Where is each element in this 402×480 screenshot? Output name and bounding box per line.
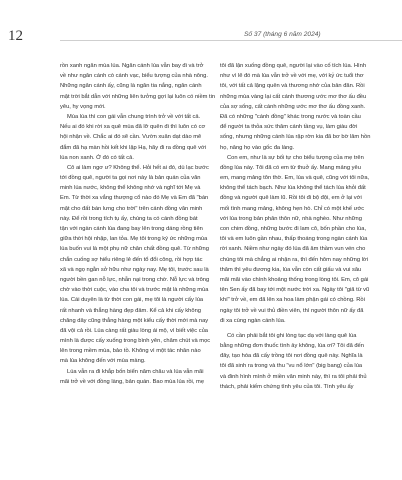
text-line: Em. Từ thời xa vắng thượng cổ nào đó Mẹ và Em đã "bán	[60, 195, 209, 202]
text-line: Con em, như là sự bối tự cho biểu tượng của mẹ trên	[227, 154, 364, 161]
text-line: thăm thì yêu đương kia, lúa vẫn còn cất giấu và vui sâu	[220, 266, 362, 273]
text-line: tới đồng quê, người ta gọi nơi này là bản quán của văn	[60, 175, 201, 182]
text-line: lên trong mềm mùa, bảo tồ. Không vì một tác nhân nào	[60, 348, 201, 355]
text-line: mối tình mang mảng, không hẹn hò. Chỉ có một khế ước	[220, 205, 365, 212]
text-line: tôi đã lận xuống đồng quê, người lại vào cố tích lúa. Hình	[220, 63, 367, 69]
left-column	[60, 61, 216, 387]
text-line: Nếu ai đó khi rời xa quê mùa đã lỡ quên đi thì luôn có cơ	[60, 124, 206, 131]
text-line: đồng và người quê làm lũ. Rồi tôi đi bộ đội, em ở lại với	[220, 195, 362, 202]
text-line: con chim đồng, những bước đi lam cô, bốn phần cho lúa,	[220, 226, 367, 232]
text-line: ngày tôi trở về vui thủ điền viên, thì người thôn nữ ấy đã	[220, 307, 364, 314]
text-line: tôi đã sinh ra trong và thu "vu nổ lớn" (big bang) của lúa	[220, 363, 363, 370]
text-line: hội nhận về. Chắc ai đó sẽ cần. Vườn xuân dạt dào mê	[60, 134, 202, 141]
text-line: thách, phải kiếm chứng tình yêu của tôi. Tình yêu ấy	[220, 383, 354, 390]
text-line: bằng những đơn thuốc tình ảy không, lúa ơi? Tôi đã đến	[220, 343, 364, 350]
text-line: rất nhanh và thẳng hàng đẹp đảm. Kể cả khi cấy không	[60, 307, 201, 314]
text-line: lúa buốn vui là một phụ nữ chân chất đồng quê. Từ những	[60, 246, 209, 253]
text-line: tên Sen ấy đã bay tới một nước trời xa. Ngày tôi "giã từ vũ	[220, 287, 370, 294]
text-line: yêu, hy vọng mới.	[60, 103, 106, 110]
text-line: như vì lẽ đó mà lúa vẫn trở về với mẹ, với kỷ ức tuổi thơ	[220, 73, 364, 80]
text-line: đắm đã hạ màn hồi kết khi lập Hạ, hãy đi ra đồng quê với	[60, 144, 207, 151]
text-line: mãi mãi vào chính khoảng thống trong lòng tôi. Em, cô gái	[220, 276, 369, 283]
page-number: 12	[8, 28, 23, 44]
text-line: chăng dây cũng thẳng hàng một kiểu cấy thời mới mà nay	[60, 317, 209, 324]
right-column	[220, 61, 371, 392]
text-line: rời xanh. Niềm như ngày đó lúa đã âm thầm vun vén cho	[220, 246, 366, 253]
text-line: người bền gan nỗ lực, nhẫn nại trong chờ. Nỗ lực và trông	[60, 276, 210, 283]
text-line: lúa non xanh. Ở đó có tất cả.	[60, 154, 134, 161]
text-line: chúng tôi mà chẳng ai nhận ra, thì đến hôm nay những lời	[220, 256, 368, 263]
text-line: em, mang mảng tôn thờ. Em, lúa và quê, cũng với tôi nữa,	[220, 175, 370, 182]
text-line: Đã có những "cánh đồng" khác trong nước và toàn cầu	[220, 113, 361, 120]
text-line: tôi và em luôn gần nhau, thấp thoáng trong ngàn cánh lúa	[220, 236, 368, 243]
text-line: với lúa trong bản phân thôn nữ, nhà nghèo. Như những	[220, 215, 362, 222]
text-line: Mùa lúa thì con gái vẫn chung trình trở về với tất cả.	[67, 113, 201, 120]
text-line: chờ vào thời cuộc, vào cha tôi và trước mặt là những mùa	[60, 287, 209, 294]
text-line: xã và ngọ ngằn sở hữu như ngày nay. Mẹ tôi, trước sau là	[60, 266, 209, 273]
text-line: mặt cho đất bán lưng cho trời" trên cánh đồng văn minh	[60, 205, 203, 212]
text-line: mãi trở về với đồng làng, bản quán. Bao mùa lúa rồi, mẹ	[60, 378, 205, 385]
text-line: Những ngăn cánh ấy, cũng là ngăn tia nắng, ngăn cánh	[60, 83, 202, 90]
text-line: đây, tạo hóa đã cấy trồng tôi nơi đồng quê này. Nghĩa là	[220, 353, 363, 360]
text-line: giữa thời hội nhập, lan tỏa. Mẹ tôi trong ký ức những mùa	[60, 236, 208, 243]
text-line: mình là được cấy xuống trong bình yên, chăm chút và mọc	[60, 338, 211, 345]
text-line: lúa. Cái duyên là từ thời con gái, mẹ tôi là người cấy lúa	[60, 297, 204, 304]
text-line: Lúa vẫn ra đi khắp bốn biển năm châu và lúa vẫn mãi	[67, 368, 204, 375]
issue-info: Số 37 (tháng 6 năm 2024)	[244, 31, 321, 38]
text-line: Cô ai làm ngơ ư? Không thể. Hỏi hết ai đó, dù lạc bước	[67, 164, 209, 171]
text-line: tôi, với tất cả lặng quên và thương nhớ của bản đăn. Rồi	[220, 83, 365, 90]
text-line: minh lúa nước, không thể không nhớ và nghĩ tới Mẹ và	[60, 185, 201, 192]
text-line: sống, nhưng những cánh lúa rập rờn kia đã bơ bờ lâm hồn	[220, 134, 371, 141]
text-line: không thể tách bạch. Như lúa không thể tách lúa khỏi đất	[220, 185, 366, 192]
text-line: Có cần phải bắt tôi ghi lòng tạc dạ với làng quê lúa	[227, 332, 357, 339]
text-line: mặt trời bắt dẫn với những liên tưởng gợi lại luôn có niềm tin	[60, 93, 216, 100]
text-line: rồn xanh ngăn mùa lúa. Ngăn cánh lúa vẫn bay đi và trở	[60, 63, 204, 69]
text-line: về như ngăn cánh cò cánh vạc, biểu tượng của nhà nông.	[60, 73, 208, 80]
text-line: của sợ sống, cất cánh những ước mơ thơ ấu đồng xanh.	[220, 103, 366, 110]
text-line: những mùa vàng lại cất cánh thương ước mơ thơ ấu đều	[220, 93, 367, 100]
text-line: họ, nâng họ vào gốc đa làng.	[220, 144, 295, 151]
header-rule	[60, 40, 402, 41]
text-line: để người ta thỏa sức thăm cánh tầng vụ, làm giàu đời	[220, 124, 358, 131]
text-line: tận với ngàn cánh lúa đang bay lên trong dáng rồng tiên	[60, 226, 203, 232]
text-line: đi xa cùng ngàn cánh lúa.	[220, 317, 286, 324]
text-line: mà lúa không đến với mùa màng.	[60, 358, 146, 365]
text-line: chắn cuống sợ hiểu riêng lẻ đến tổ đổi công, rồi hợp tác	[60, 256, 203, 263]
text-line: và đinh hình mình ở miền văn minh này, thì ra tôi phải thủ	[220, 373, 367, 380]
text-line: khí" trở về, em đã lên xa hoa làm phận gái có chồng. Rồi	[220, 297, 365, 304]
text-line: này. Để rồi trong tích tụ ấy, chúng ta có cánh đồng bát	[60, 215, 198, 222]
text-line: đã vội cả rồi. Lúa càng rất giàu lòng ái mộ, vì biết việc của	[60, 327, 208, 334]
text-line: đồng lúa này. Tôi đã có em từ thuở ấy. Mang mảng yêu	[220, 164, 361, 171]
